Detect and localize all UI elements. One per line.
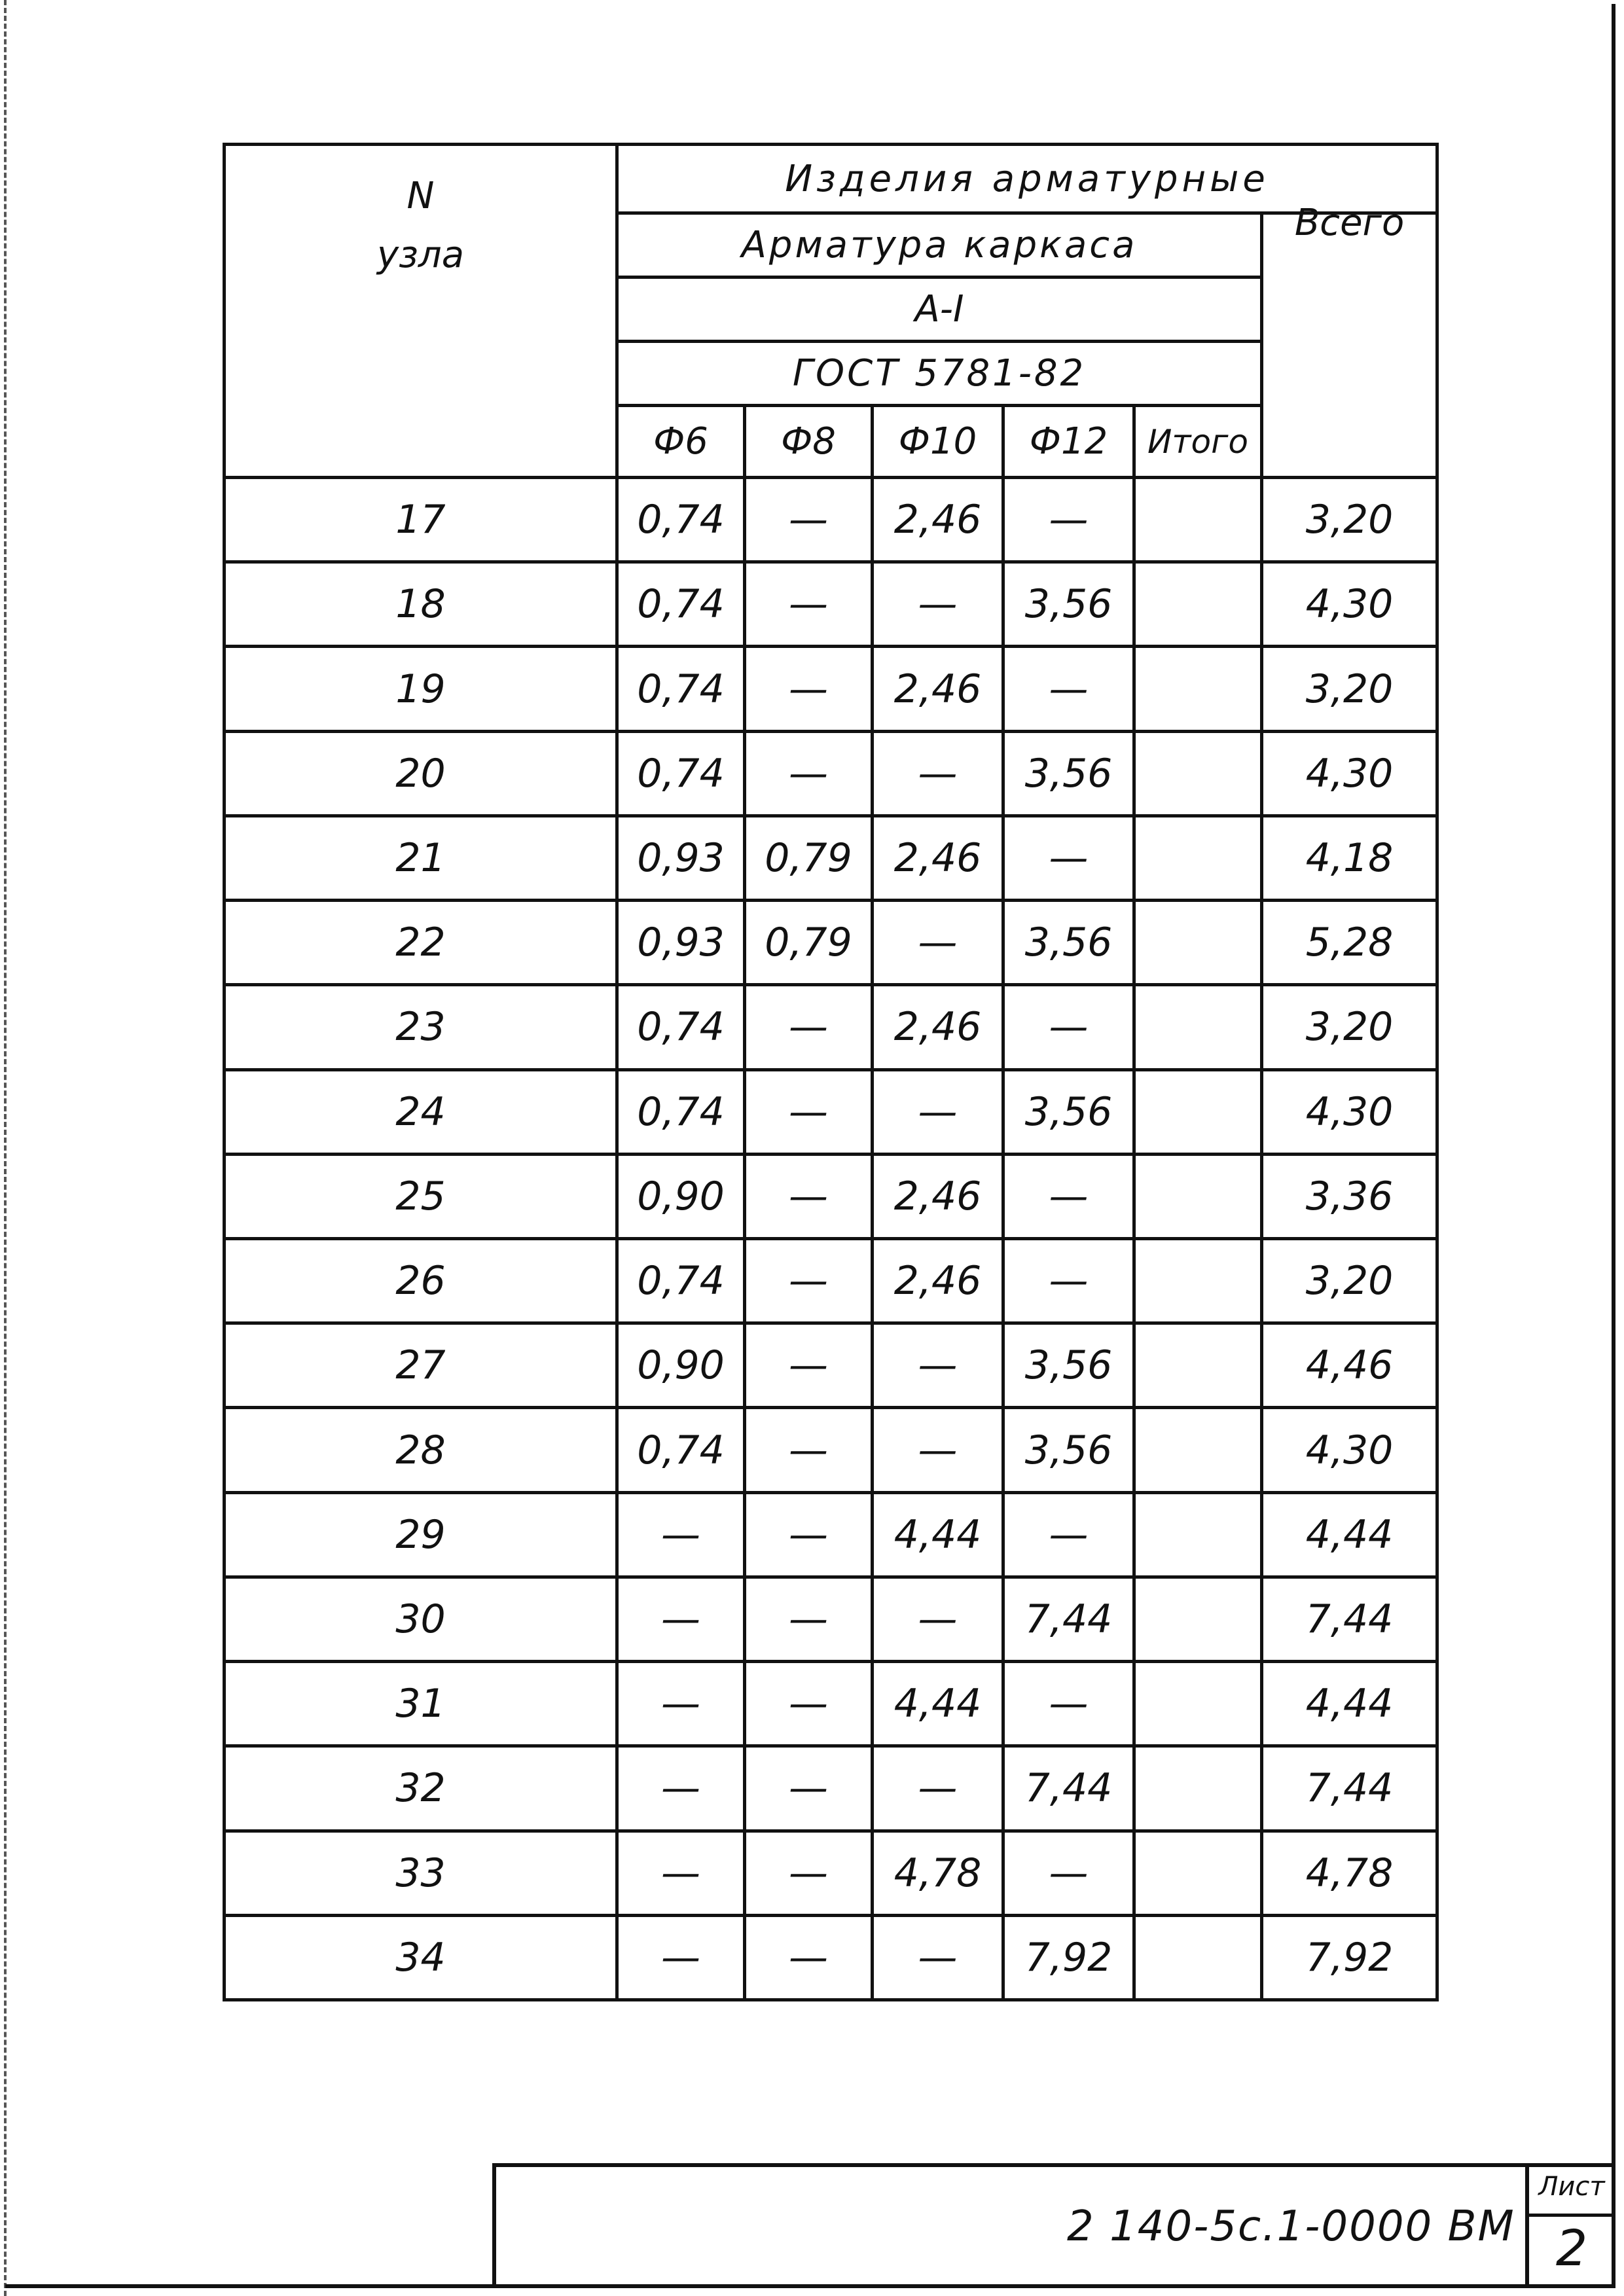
node-cell: 28: [225, 1408, 617, 1492]
total-cell: 4,30: [1262, 1069, 1437, 1154]
d8-cell: —: [745, 1492, 873, 1577]
d8-cell: —: [745, 1069, 873, 1154]
d10-cell: 4,44: [873, 1492, 1003, 1577]
d6-cell: —: [617, 1831, 745, 1915]
d12-cell: —: [1003, 1154, 1134, 1238]
d6-cell: —: [617, 1662, 745, 1746]
total-cell: 3,20: [1262, 478, 1437, 562]
header-node-number-label: N узла: [376, 175, 465, 276]
d10-cell: —: [873, 562, 1003, 647]
d10-cell: 4,78: [873, 1831, 1003, 1915]
d10-cell: —: [873, 1746, 1003, 1831]
d10-cell: —: [873, 901, 1003, 985]
d6-cell: 0,74: [617, 1238, 745, 1323]
d12-cell: 7,44: [1003, 1577, 1134, 1661]
table-body: [225, 478, 1437, 2000]
node-cell: 29: [225, 1492, 617, 1577]
total-cell: 7,44: [1262, 1746, 1437, 1831]
table-row: [225, 478, 1437, 562]
d12-cell: —: [1003, 1238, 1134, 1323]
header-col-d10: Ф10: [873, 406, 1003, 478]
subtotal-cell: [1134, 985, 1262, 1069]
node-cell: 30: [225, 1577, 617, 1661]
total-cell: 4,44: [1262, 1492, 1437, 1577]
subtotal-cell: [1134, 1238, 1262, 1323]
sheet-label: Лист: [1538, 2172, 1605, 2202]
d10-cell: 2,46: [873, 647, 1003, 731]
node-cell: 24: [225, 1069, 617, 1154]
d6-cell: 0,74: [617, 1069, 745, 1154]
d10-cell: —: [873, 1915, 1003, 2000]
total-cell: 7,44: [1262, 1577, 1437, 1661]
header-node-number: [225, 145, 617, 478]
table-row: [225, 1662, 1437, 1746]
d8-cell: —: [745, 1323, 873, 1408]
subtotal-cell: [1134, 647, 1262, 731]
d8-cell: —: [745, 1238, 873, 1323]
d8-cell: —: [745, 1915, 873, 2000]
header-rebar-class: А-I: [617, 278, 1262, 342]
d12-cell: —: [1003, 1831, 1134, 1915]
node-cell: 23: [225, 985, 617, 1069]
d10-cell: —: [873, 1069, 1003, 1154]
d8-cell: 0,79: [745, 816, 873, 900]
subtotal-cell: [1134, 562, 1262, 647]
table-row: [225, 1577, 1437, 1661]
node-cell: 19: [225, 647, 617, 731]
header-standard: ГОСТ 5781-82: [617, 342, 1262, 406]
header-total-label: Всего: [1294, 201, 1405, 244]
subtotal-cell: [1134, 1831, 1262, 1915]
d10-cell: 2,46: [873, 1238, 1003, 1323]
header-rebar-products: Изделия арматурные: [617, 145, 1437, 213]
d10-cell: 2,46: [873, 816, 1003, 900]
table-row: [225, 1492, 1437, 1577]
d8-cell: —: [745, 985, 873, 1069]
total-cell: 4,46: [1262, 1323, 1437, 1408]
subtotal-cell: [1134, 1662, 1262, 1746]
d6-cell: 0,90: [617, 1154, 745, 1238]
document-code: 2 140-5с.1-0000 ВМ: [1067, 2202, 1515, 2251]
d6-cell: 0,93: [617, 901, 745, 985]
total-cell: 4,30: [1262, 731, 1437, 816]
d10-cell: —: [873, 1323, 1003, 1408]
node-cell: 27: [225, 1323, 617, 1408]
header-col-subtotal: Итого: [1134, 406, 1262, 478]
node-cell: 17: [225, 478, 617, 562]
table-row: [225, 562, 1437, 647]
subtotal-cell: [1134, 1492, 1262, 1577]
d6-cell: 0,74: [617, 478, 745, 562]
sheet-divider: [1525, 2214, 1615, 2217]
table-row: [225, 731, 1437, 816]
d8-cell: —: [745, 478, 873, 562]
d12-cell: 7,92: [1003, 1915, 1134, 2000]
d6-cell: —: [617, 1915, 745, 2000]
d12-cell: 3,56: [1003, 1408, 1134, 1492]
sheet-number: 2: [1555, 2219, 1588, 2277]
d8-cell: —: [745, 1154, 873, 1238]
table-row: [225, 1915, 1437, 2000]
node-cell: 34: [225, 1915, 617, 2000]
subtotal-cell: [1134, 1154, 1262, 1238]
total-cell: 4,44: [1262, 1662, 1437, 1746]
total-cell: 3,20: [1262, 1238, 1437, 1323]
d10-cell: —: [873, 1408, 1003, 1492]
d6-cell: 0,74: [617, 1408, 745, 1492]
table-row: [225, 1069, 1437, 1154]
d8-cell: —: [745, 1746, 873, 1831]
d8-cell: —: [745, 1662, 873, 1746]
d12-cell: —: [1003, 816, 1134, 900]
total-cell: 3,36: [1262, 1154, 1437, 1238]
d8-cell: 0,79: [745, 901, 873, 985]
subtotal-cell: [1134, 1577, 1262, 1661]
d12-cell: —: [1003, 985, 1134, 1069]
node-cell: 25: [225, 1154, 617, 1238]
d10-cell: 2,46: [873, 478, 1003, 562]
d8-cell: —: [745, 731, 873, 816]
subtotal-cell: [1134, 1323, 1262, 1408]
rebar-spec-table: [223, 143, 1439, 2001]
table-row: [225, 1154, 1437, 1238]
subtotal-cell: [1134, 901, 1262, 985]
subtotal-cell: [1134, 1915, 1262, 2000]
d12-cell: —: [1003, 1492, 1134, 1577]
d6-cell: 0,93: [617, 816, 745, 900]
total-cell: 4,18: [1262, 816, 1437, 900]
d10-cell: —: [873, 731, 1003, 816]
d12-cell: —: [1003, 647, 1134, 731]
d6-cell: —: [617, 1492, 745, 1577]
d6-cell: 0,90: [617, 1323, 745, 1408]
total-cell: 7,92: [1262, 1915, 1437, 2000]
table-row: [225, 1408, 1437, 1492]
subtotal-cell: [1134, 478, 1262, 562]
d12-cell: 3,56: [1003, 731, 1134, 816]
node-cell: 33: [225, 1831, 617, 1915]
d6-cell: 0,74: [617, 985, 745, 1069]
table-row: [225, 647, 1437, 731]
d8-cell: —: [745, 1831, 873, 1915]
subtotal-cell: [1134, 816, 1262, 900]
node-cell: 18: [225, 562, 617, 647]
node-cell: 20: [225, 731, 617, 816]
subtotal-cell: [1134, 731, 1262, 816]
d6-cell: 0,74: [617, 647, 745, 731]
node-cell: 32: [225, 1746, 617, 1831]
subtotal-cell: [1134, 1746, 1262, 1831]
d12-cell: 3,56: [1003, 1323, 1134, 1408]
d12-cell: 3,56: [1003, 562, 1134, 647]
node-cell: 21: [225, 816, 617, 900]
d8-cell: —: [745, 1577, 873, 1661]
header-total: [1262, 201, 1437, 478]
table-row: [225, 1323, 1437, 1408]
d6-cell: 0,74: [617, 731, 745, 816]
total-cell: 3,20: [1262, 985, 1437, 1069]
d10-cell: 2,46: [873, 985, 1003, 1069]
table-row: [225, 1746, 1437, 1831]
d6-cell: —: [617, 1746, 745, 1831]
d10-cell: 4,44: [873, 1662, 1003, 1746]
d6-cell: —: [617, 1577, 745, 1661]
subtotal-cell: [1134, 1408, 1262, 1492]
d12-cell: —: [1003, 1662, 1134, 1746]
total-cell: 4,78: [1262, 1831, 1437, 1915]
total-cell: 4,30: [1262, 562, 1437, 647]
table-row: [225, 901, 1437, 985]
table-row: [225, 985, 1437, 1069]
node-cell: 22: [225, 901, 617, 985]
header-col-d6: Ф6: [617, 406, 745, 478]
d12-cell: —: [1003, 478, 1134, 562]
d12-cell: 3,56: [1003, 1069, 1134, 1154]
total-cell: 4,30: [1262, 1408, 1437, 1492]
d12-cell: 3,56: [1003, 901, 1134, 985]
table-row: [225, 816, 1437, 900]
d12-cell: 7,44: [1003, 1746, 1134, 1831]
total-cell: 3,20: [1262, 647, 1437, 731]
total-cell: 5,28: [1262, 901, 1437, 985]
d10-cell: 2,46: [873, 1154, 1003, 1238]
header-col-d12: Ф12: [1003, 406, 1134, 478]
d10-cell: —: [873, 1577, 1003, 1661]
table-row: [225, 1831, 1437, 1915]
header-col-d8: Ф8: [745, 406, 873, 478]
subtotal-cell: [1134, 1069, 1262, 1154]
node-cell: 26: [225, 1238, 617, 1323]
node-cell: 31: [225, 1662, 617, 1746]
d6-cell: 0,74: [617, 562, 745, 647]
d8-cell: —: [745, 1408, 873, 1492]
header-frame-rebar: Арматура каркаса: [617, 213, 1262, 278]
table-row: [225, 1238, 1437, 1323]
d8-cell: —: [745, 562, 873, 647]
d8-cell: —: [745, 647, 873, 731]
